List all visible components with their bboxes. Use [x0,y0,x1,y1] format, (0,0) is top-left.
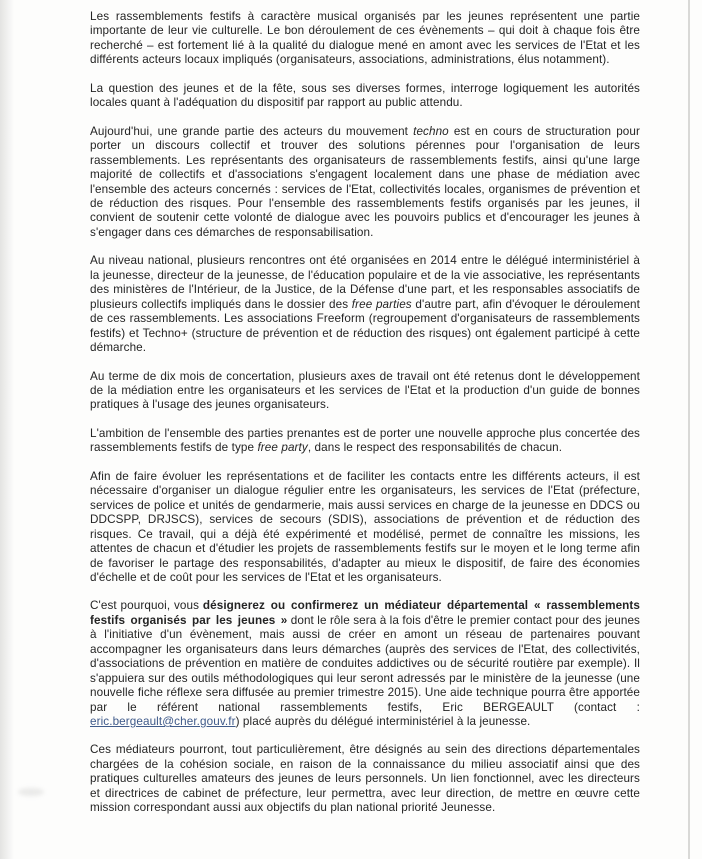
text-run: Aujourd'hui, une grande partie des acteurs du mouvement [90,124,414,138]
text-run: Afin de faire évoluer les représentations et de faciliter les contacts entre les différents acteurs, il est nécessaire d'organiser un dialogue régulier entre les organisateurs, les services de l'Etat (préfecture, services de police et unités de gendarmerie, mais aussi services en charge de la jeunesse en DDCS ou DDCSPP, DRJSCS), services de secours (SDIS), associations de prévention et de réduction des risques. Ce travail, qui a déjà été expérimenté et modélisé, permet de connaître les missions, les attentes de chacun et d'étudier les projets de rassemblements festifs sur le moyen et le long terme afin de favoriser le partage des responsabilités, d'adapter au mieux le dispositif, de faire des économies d'échelle et de coût pour les services de l'Etat et les organisateurs. [90,469,640,584]
scan-left-shade [0,0,14,859]
paragraph [90,427,640,456]
text-run: Ces médiateurs pourront, tout particulièrement, être désignés au sein des directions départementales chargées de la cohésion sociale, en raison de la connaissance du milieu associatif ainsi que des pratiques culturelles amateurs des jeunes de leurs personnels. Un lien fonctionnel, avec les directeurs et directrices de cabinet de préfecture, leur permettra, avec leur direction, de mettre en œuvre cette mission correspondant aussi aux objectifs du plan national priorité Jeunesse. [90,743,640,815]
text-run: La question des jeunes et de la fête, sous ses diverses formes, interroge logiquement les autorités locales quant à l'adéquation du dispositif par rapport au public attendu. [90,81,640,110]
scan-smudge-artifact [18,788,44,796]
text-run: dont le rôle sera à la fois d'être le premier contact pour des jeunes à l'initiative d'un évènement, mais aussi de créer en amont un réseau de partenaires pouvant accompagner les organisateurs dans leurs démarches (auprès des services de l'Etat, des collectivités, d'associations de prévention en matière de conduites addictives ou de sécurité routière par exemple). Il s'appuiera sur des outils méthodologiques qui leur seront adressés par le ministère de la jeunesse (une nouvelle fiche réflexe sera diffusée au premier trimestre 2015). Une aide technique pourra être apportée par le référent national rassemblements festifs, Eric BERGEAULT (contact : [90,613,640,714]
paragraph [90,10,640,68]
paragraph [90,82,640,111]
text-run: Au terme de dix mois de concertation, plusieurs axes de travail ont été retenus dont le développement de la médiation entre les organisateurs et les services de l'Etat et la production d'un guide de bonnes pratiques à l'usage des jeunes organisateurs. [90,369,640,412]
paragraph [90,254,640,355]
email-link[interactable]: eric.bergeault@cher.gouv.fr [90,715,236,729]
italic-text-run: free party [257,441,308,455]
document-body [90,10,640,830]
italic-text-run: techno [413,124,449,138]
paragraph [90,599,640,729]
scan-edge-line [688,0,690,859]
text-run: , dans le respect des responsabilités de chacun. [307,441,563,455]
italic-text-run: free parties [351,297,412,311]
text-run: d'autre part, afin d'évoquer le déroulement de ces rassemblements. Les associations Freeform (regroupement d'organisateurs de rassemblements festifs) et Techno+ (structure de prévention et de réduction des risques) ont également participé à cette démarche. [90,297,641,355]
text-run: Au niveau national, plusieurs rencontres ont été organisées en 2014 entre le délégué interministériel à la jeunesse, directeur de la jeunesse, de l'éducation populaire et de la vie associative, les représentants des ministères de l'Intérieur, de la Justice, de la Défense d'une part, et les responsables associatifs de plusieurs collectifs impliqués dans le dossier des [90,254,640,311]
paragraph [90,470,640,586]
text-run: est en cours de structuration pour porter un discours collectif et trouver des solutions pérennes pour l'organisation de leurs rassemblements. Les représentants des organisateurs de rassemblements festifs, ainsi qu'une large majorité de collectifs et d'associations s'engagent localement dans une phase de médiation avec l'ensemble des acteurs concernés : services de l'Etat, collectivités locales, organismes de prévention et de réduction des risques. Pour l'ensemble des rassemblements festifs organisés par les jeunes, il convient de soutenir cette volonté de dialogue avec les pouvoirs publics et d'encourager les jeunes à s'engager dans ces démarches de responsabilisation. [90,124,640,239]
paragraph [90,125,640,241]
bold-text-run: désignerez ou confirmerez un médiateur départemental « rassemblements festifs organisés par les jeunes » [90,599,640,627]
text-run: C'est pourquoi, vous [90,599,203,613]
text-run: ) placé auprès du délégué interministériel à la jeunesse. [235,715,531,729]
text-run: L'ambition de l'ensemble des parties prenantes est de porter une nouvelle approche plus concertée des rassemblements festifs de type [90,426,640,455]
paragraph [90,370,640,413]
text-run: Les rassemblements festifs à caractère musical organisés par les jeunes représentent une partie importante de leur vie culturelle. Le bon déroulement de ces évènements – qui doit à chaque fois être recherché – est fortement lié à la qualité du dialogue mené en amont avec les services de l'Etat et les différents acteurs locaux impliqués (organisateurs, associations, administrations, élus notamment). [90,10,640,67]
paragraph [90,743,640,815]
